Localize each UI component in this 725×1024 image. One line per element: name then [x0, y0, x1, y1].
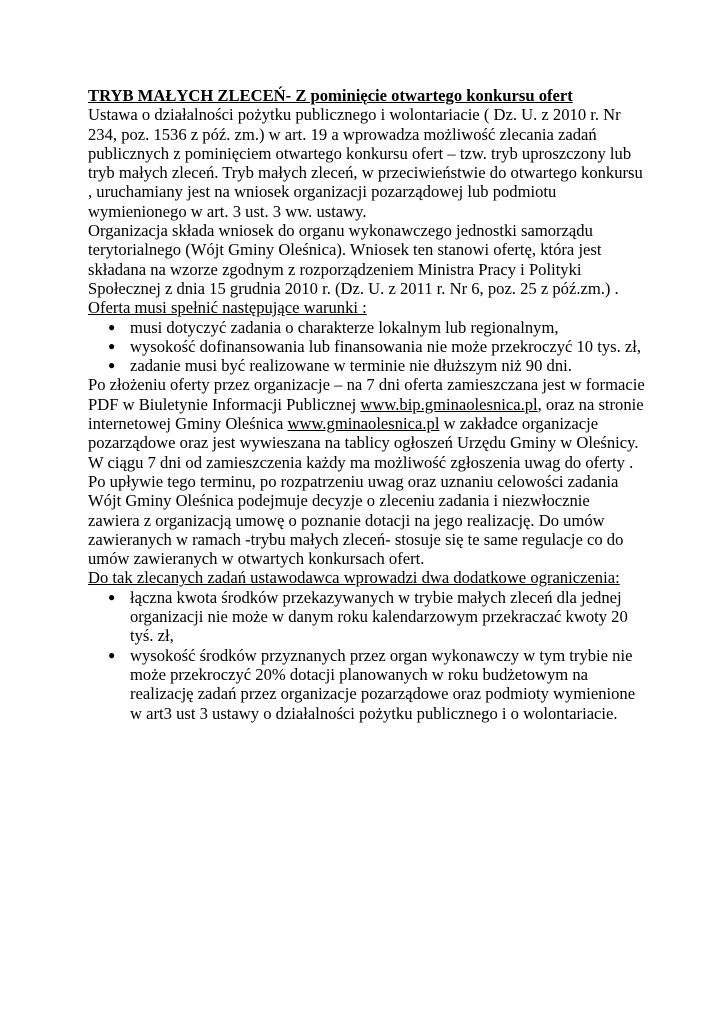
list-item-text: łączna kwota środków przekazywanych w trybie małych zleceń dla jednej organizacji nie może w danym roku kalendarzowym przekraczać kwoty 20 tyś. zł, — [130, 587, 628, 646]
conditions-list — [88, 318, 645, 376]
list-item-text: wysokość środków przyznanych przez organ wykonawczy w tym trybie nie może przekroczyć 20% dotacji planowanych w roku budżetowym na realizację zadań przez organizacje pozarządowe oraz podmioty wymienione w art3 ust 3 ustawy o działalności pożytku publicznego i o wolontariacie. — [130, 645, 636, 723]
publication-text-end: w zakładce organizacje pozarządowe oraz jest wywieszana na tablicy ogłoszeń Urzędu Gminy w Oleśnicy. W ciągu 7 dni od zamieszczenia każdy ma możliwość zgłoszenia uwag do oferty . Po upływie tego terminu, po rozpatrzeniu uwag oraz uznaniu celowości zadania Wójt Gminy Oleśnica podejmuje decyzje o zleceniu zadania i niezwłocznie zawiera z organizacją umowę o poznanie dotacji na jego realizację. Do umów zawieranych w ramach -trybu małych zleceń- stosuje się te same regulacje co do umów zawieranych w otwartych konkursach ofert. — [88, 414, 639, 569]
limits-heading: Do tak zlecanych zadań ustawodawca wprowadzi dwa dodatkowe ograniczenia: — [88, 568, 620, 588]
bip-link[interactable]: www.bip.gminaolesnica.pl — [360, 394, 538, 414]
list-item — [88, 318, 645, 337]
publication-text-start: Po złożeniu oferty przez organizacje – na 7 dni oferta zamieszczana jest w formacie PDF w Biuletynie Informacji Publicznej — [88, 375, 645, 414]
document-title: TRYB MAŁYCH ZLECEŃ- Z pominięcie otwartego konkursu ofert — [88, 86, 573, 105]
list-item-text: zadanie musi być realizowane w terminie nie dłuższym niż 90 dni. — [130, 356, 572, 376]
procedure-paragraph: Organizacja składa wniosek do organu wykonawczego jednostki samorządu terytorialnego (Wójt Gminy Oleśnica). Wniosek ten stanowi ofertę, która jest składana na wzorze zgodnym z rozporządzeniem Ministra Pracy i Polityki Społecznej z dnia 15 grudnia 2010 r. (Dz. U. z 2011 r. Nr 6, poz. 25 z póź.zm.) . — [88, 221, 619, 298]
list-item — [88, 337, 645, 356]
list-item — [88, 356, 645, 375]
list-item — [88, 646, 645, 723]
website-link[interactable]: www.gminaolesnica.pl — [287, 414, 440, 434]
list-item-text: wysokość dofinansowania lub finansowania nie może przekroczyć 10 tys. zł, — [130, 336, 642, 356]
limits-list — [88, 588, 645, 723]
intro-paragraph: Ustawa o działalności pożytku publicznego i wolontariacie ( Dz. U. z 2010 r. Nr 234, poz. 1536 z póź. zm.) w art. 19 a wprowadza możliwość zlecania zadań publicznych z pominięciem otwartego konkursu ofert – tzw. tryb uproszczony lub tryb małych zleceń. Tryb małych zleceń, w przeciwieństwie do otwartego konkursu , uruchamiany jest na wniosek organizacji pozarządowej lub podmiotu wymienionego w art. 3 ust. 3 ww. ustawy. — [88, 105, 643, 221]
bullet-icon: ● — [108, 319, 116, 334]
bullet-icon: ● — [108, 358, 116, 373]
list-item-text: musi dotyczyć zadania o charakterze lokalnym lub regionalnym, — [130, 317, 559, 337]
publication-text-middle: , oraz na stronie internetowej Gminy Oleśnica — [88, 394, 644, 434]
conditions-heading: Oferta musi spełnić następujące warunki : — [88, 298, 367, 318]
bullet-icon: ● — [108, 647, 116, 662]
publication-paragraph — [88, 375, 645, 568]
bullet-icon: ● — [108, 338, 116, 353]
list-item — [88, 588, 645, 646]
bullet-icon: ● — [108, 589, 116, 604]
